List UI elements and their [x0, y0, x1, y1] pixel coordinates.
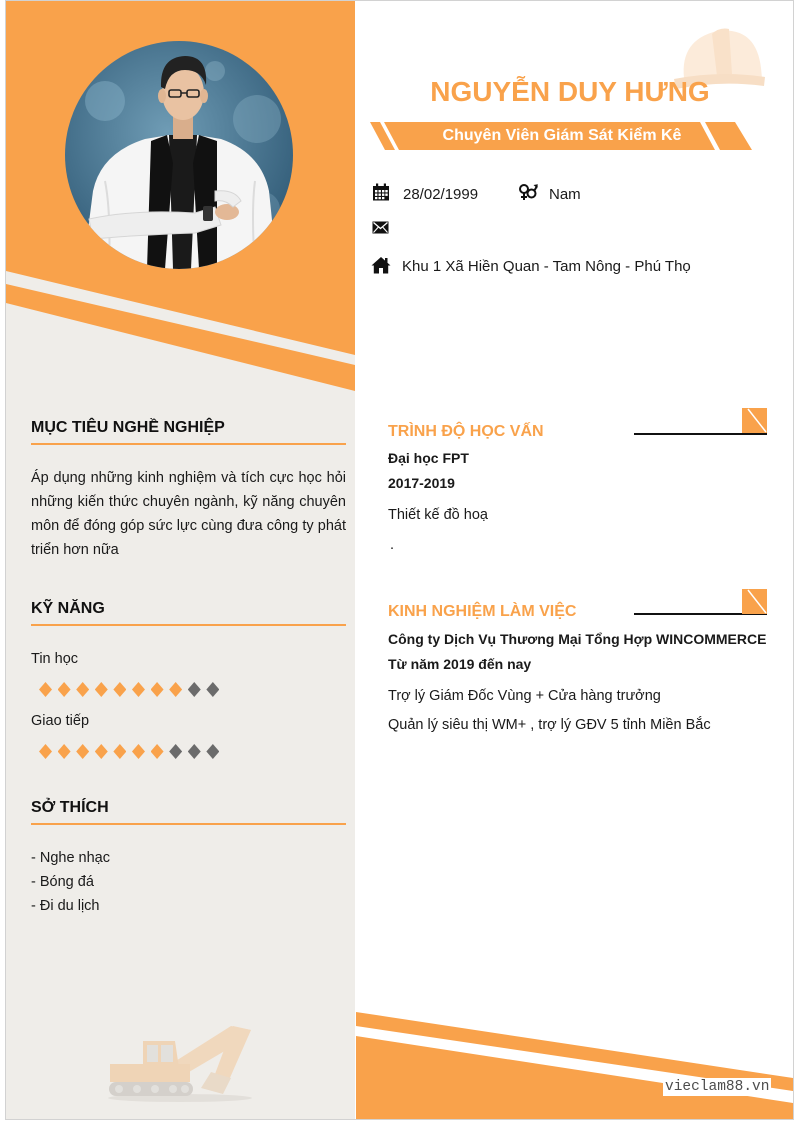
- home-icon: [371, 256, 391, 274]
- skill-diamond-empty: [206, 744, 219, 759]
- footer-decoration: [356, 1005, 793, 1119]
- section-line: [634, 433, 767, 435]
- calendar-icon: [372, 183, 390, 201]
- company-name: Công ty Dịch Vụ Thương Mại Tổng Hợp WINCOMMERCE: [388, 631, 767, 647]
- skill-diamond-filled: [39, 744, 52, 759]
- career-objective-text: Áp dụng những kinh nghiệm và tích cực học hỏi những kiến thức chuyên ngành, kỹ năng chuyên môn để đóng góp sức lực cùng đưa công ty phát triển hơn nữa: [31, 470, 346, 558]
- address: Khu 1 Xã Hiền Quan - Tam Nông - Phú Thọ: [402, 258, 691, 275]
- skill-rating: [39, 682, 225, 697]
- skill-diamond-filled: [39, 682, 52, 697]
- section-divider: [31, 823, 346, 825]
- skill-diamond-filled: [151, 744, 164, 759]
- school-name: Đại học FPT: [388, 450, 469, 466]
- position-title: Chuyên Viên Giám Sát Kiểm Kê: [442, 127, 682, 144]
- list-item: - Đi du lịch: [31, 898, 100, 914]
- hobbies-heading: SỞ THÍCH: [31, 799, 109, 816]
- skill-diamond-filled: [76, 682, 89, 697]
- skill-diamond-empty: [188, 682, 201, 697]
- skills-heading: KỸ NĂNG: [31, 600, 105, 617]
- list-item: - Bóng đá: [31, 874, 94, 890]
- skill-diamond-filled: [95, 744, 108, 759]
- education-heading: TRÌNH ĐỘ HỌC VẤN: [388, 423, 544, 440]
- candidate-name: NGUYỄN DUY HƯNG: [430, 76, 710, 107]
- education-period: 2017-2019: [388, 475, 455, 491]
- experience-heading: KINH NGHIỆM LÀM VIỆC: [388, 603, 577, 620]
- section-marker: [742, 408, 767, 433]
- envelope-icon: [372, 221, 389, 234]
- career-objective-heading: MỤC TIÊU NGHỀ NGHIỆP: [31, 419, 225, 436]
- section-divider: [31, 624, 346, 626]
- skill-diamond-filled: [58, 682, 71, 697]
- site-watermark: vieclam88.vn: [665, 1079, 770, 1095]
- skill-diamond-filled: [113, 744, 126, 759]
- education-major: Thiết kế đồ hoạ: [388, 507, 488, 523]
- skill-diamond-filled: [132, 744, 145, 759]
- skill-name: Tin học: [31, 651, 79, 667]
- skill-diamond-filled: [132, 682, 145, 697]
- section-divider: [31, 443, 346, 445]
- hobbies-list: [31, 846, 110, 918]
- skill-diamond-empty: [206, 682, 219, 697]
- gender: Nam: [549, 186, 581, 203]
- skill-name: Giao tiếp: [31, 713, 90, 729]
- gender-icon: [518, 183, 538, 201]
- birthdate: 28/02/1999: [403, 186, 479, 203]
- profile-photo: [65, 41, 293, 269]
- skill-rating: [39, 744, 225, 759]
- excavator-icon: [105, 1018, 255, 1103]
- experience-duty: Trợ lý Giám Đốc Vùng + Cửa hàng trưởng: [388, 688, 661, 704]
- skill-diamond-filled: [76, 744, 89, 759]
- skill-diamond-empty: [169, 744, 182, 759]
- skill-diamond-filled: [151, 682, 164, 697]
- skill-diamond-filled: [113, 682, 126, 697]
- skill-diamond-filled: [58, 744, 71, 759]
- skill-diamond-filled: [95, 682, 108, 697]
- experience-duty: Quản lý siêu thị WM+ , trợ lý GĐV 5 tỉnh Miền Bắc: [388, 717, 711, 733]
- education-note: .: [390, 537, 395, 553]
- skill-diamond-filled: [169, 682, 182, 697]
- experience-period: Từ năm 2019 đến nay: [388, 656, 532, 672]
- skill-diamond-empty: [188, 744, 201, 759]
- section-marker: [742, 589, 767, 614]
- list-item: - Nghe nhạc: [31, 850, 110, 866]
